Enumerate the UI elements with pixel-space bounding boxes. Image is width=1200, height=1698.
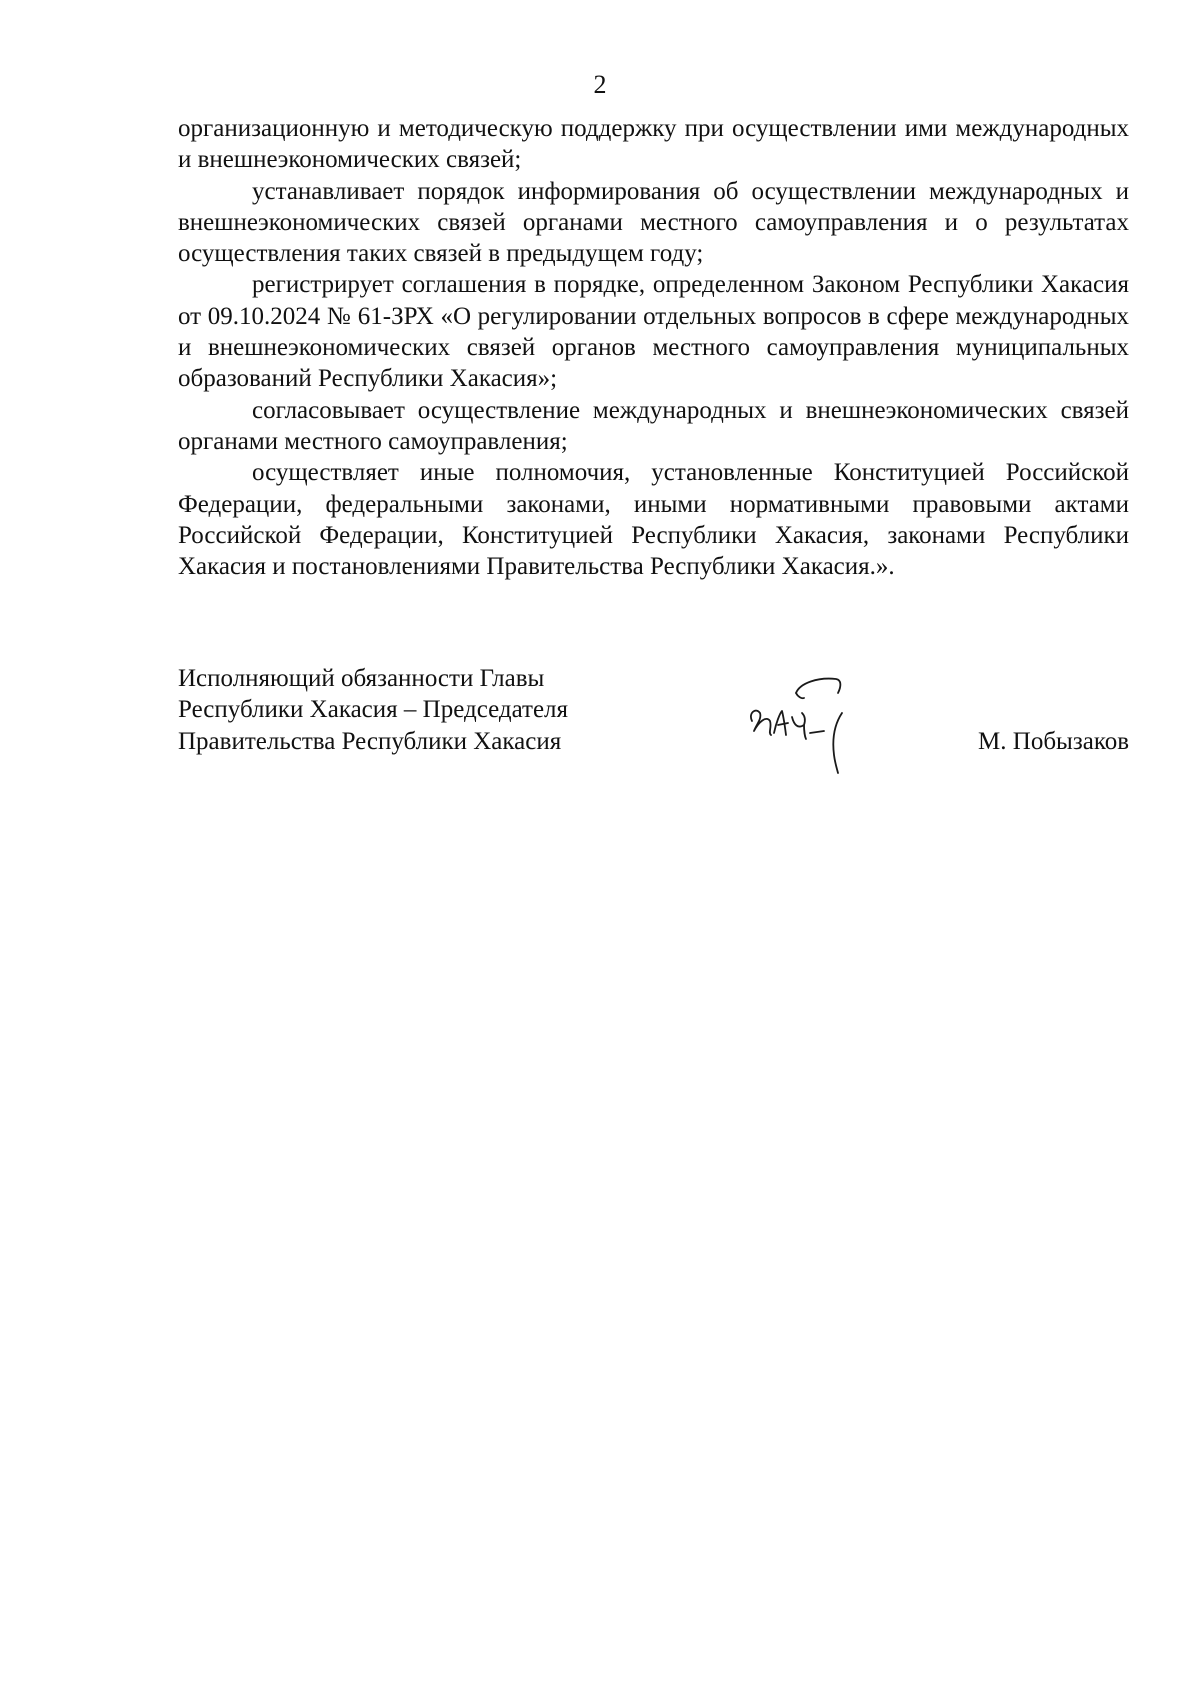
page-number: 2: [593, 70, 607, 99]
paragraph-continuation: организационную и методическую поддержку при осуществлении ими международных и внешнеэкономических связей;: [178, 115, 1129, 174]
document-body: [178, 113, 1129, 582]
paragraph-approval: согласовывает осуществление международных и внешнеэкономических связей органами местного самоуправления;: [178, 396, 1129, 455]
paragraph-other-powers: осуществляет иные полномочия, установленные Конституцией Российской Федерации, федеральными законами, иными нормативными правовыми актами Российской Федерации, Конституцией Республики Хакасия, законами Республики Хакасия и постановлениями Правительства Республики Хакасия.».: [178, 459, 1129, 581]
signer-title: [178, 663, 568, 757]
signer-name: М. Побызаков: [978, 727, 1129, 755]
signer-title-line: Республики Хакасия – Председателя: [178, 696, 569, 724]
handwritten-signature: [738, 663, 888, 778]
signer-title-line: Правительства Республики Хакасия: [178, 727, 562, 755]
paragraph-informing-procedure: устанавливает порядок информирования об осуществлении международных и внешнеэкономических связей органами местного самоуправления и о результатах осуществления таких связей в предыдущем году;: [178, 177, 1129, 268]
signer-title-line: Исполняющий обязанности Главы: [178, 665, 545, 692]
signature-block: [178, 663, 1129, 773]
paragraph-agreement-registration: регистрирует соглашения в порядке, определенном Законом Республики Хакасия от 09.10.2024 № 61-ЗРХ «О регулировании отдельных вопросов в сфере международных и внешнеэкономических связей органов местного самоуправления муниципальных образований Республики Хакасия»;: [178, 271, 1129, 393]
